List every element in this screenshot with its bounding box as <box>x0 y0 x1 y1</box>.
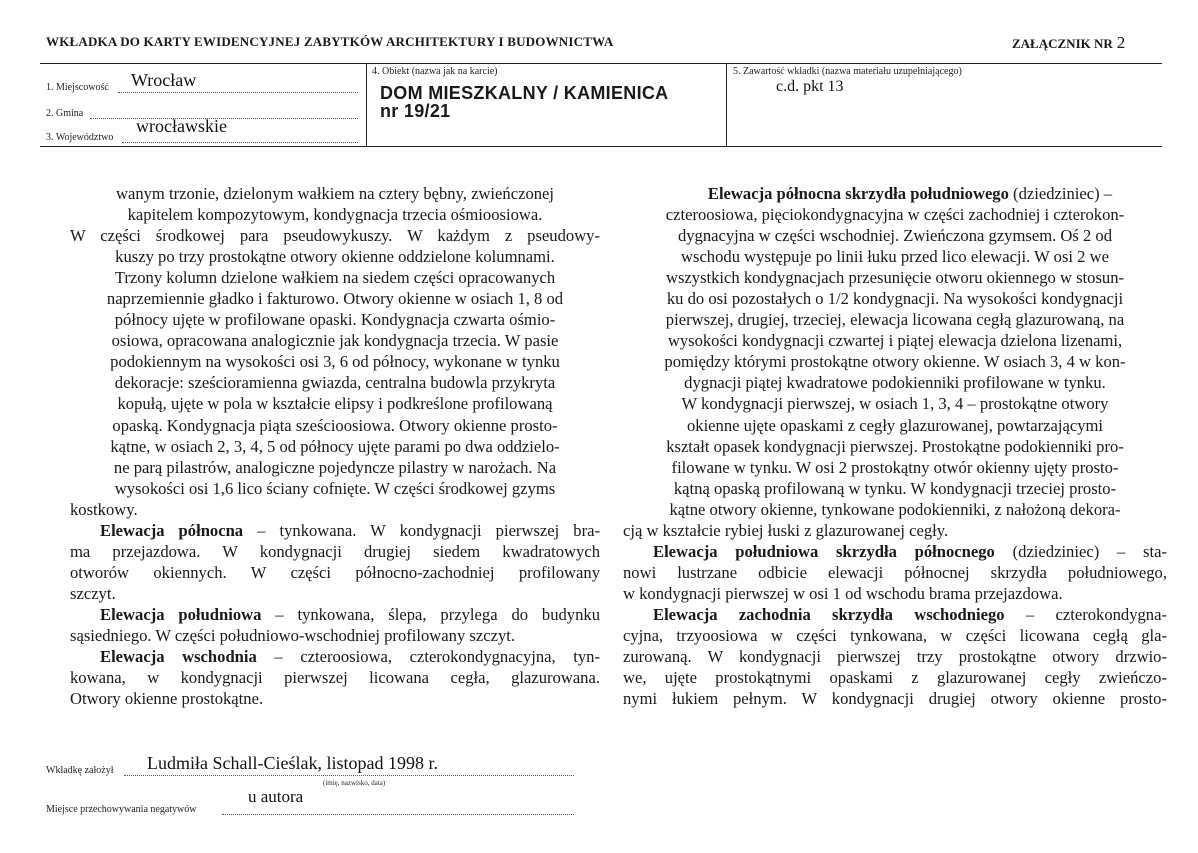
storage-label: Miejsce przechowywania negatywów <box>46 804 197 815</box>
text-line <box>623 246 1167 267</box>
text-line <box>623 520 1167 541</box>
text-run: ku do osi pozostałych o 1/2 kondygnacji. Na wysokości kondygnacji <box>666 289 1124 309</box>
text-line <box>70 288 600 309</box>
text-line <box>623 225 1167 246</box>
annex-number: 2 <box>1116 33 1126 52</box>
voivodeship-label: 3. Województwo <box>46 132 114 143</box>
text-run: szczyt. <box>70 583 116 603</box>
text-line <box>623 393 1167 414</box>
text-line <box>70 499 600 520</box>
object-value <box>380 84 725 120</box>
text-run: w kondygnacji pierwszej w osi 1 od wschodu brama przejazdowa. <box>623 583 1063 603</box>
text-run: – tynkowana, ślepa, przylega do budynku <box>261 604 600 624</box>
text-line <box>623 204 1167 225</box>
text-line <box>623 457 1167 478</box>
author-label: Wkładkę założył <box>46 765 114 776</box>
text-line <box>70 393 600 414</box>
text-line <box>623 562 1167 583</box>
text-run: zurowaną. W kondygnacji pierwszej trzy prostokątne otwory drzwio- <box>623 647 1167 667</box>
storage-value: u autora <box>248 787 304 806</box>
text-line <box>70 436 600 457</box>
text-run: kapitelem kompozytowym, kondygnacja trzecia ośmioosiowa. <box>127 205 543 225</box>
text-line <box>623 436 1167 457</box>
text-line <box>623 604 1167 625</box>
text-run: wysokości osi 1,6 lico ściany cofnięte. W części środkowej gzyms <box>114 478 556 498</box>
text-run: kątną opaską profilowaną w tynku. W kondygnacji trzeciej prosto- <box>673 478 1117 498</box>
form-divider-2 <box>726 64 727 146</box>
text-line <box>70 351 600 372</box>
text-run: ne parą pilastrów, analogiczne pojedyncze pilastry w narożach. Na <box>113 457 557 477</box>
text-run: cyjna, trzyoosiowa w części tynkowana, w części licowana cegłą gla- <box>623 625 1167 645</box>
text-run: we, ujęte prostokątnymi opaskami z glazurowanej cegły zwieńczo- <box>623 668 1167 688</box>
text-run: pomiędzy którymi prostokątne otwory okienne. W osiach 3, 4 w kon- <box>664 352 1126 372</box>
text-line <box>70 520 600 541</box>
text-line <box>70 625 600 646</box>
content-value: c.d. pkt 13 <box>776 78 844 95</box>
text-line <box>623 351 1167 372</box>
text-line <box>623 541 1167 562</box>
text-run: wysokości kondygnacji czwartej i piątej elewacja dzielona lizenami, <box>667 331 1123 351</box>
section-heading: Elewacja północna skrzydła południowego <box>707 184 1009 203</box>
locality-value: Wrocław <box>131 70 197 90</box>
right-text-column <box>623 183 1167 709</box>
section-heading: Elewacja północna <box>100 520 244 540</box>
text-line <box>623 625 1167 646</box>
voivodeship-dots <box>122 142 358 143</box>
text-run: Otwory okienne prostokątne. <box>70 689 264 709</box>
section-heading: Elewacja południowa <box>100 604 262 624</box>
text-run: filowane w tynku. W osi 2 prostokątny otwór okienny ujęty prosto- <box>671 457 1119 477</box>
object-label: 4. Obiekt (nazwa jak na karcie) <box>372 66 498 77</box>
text-line <box>70 330 600 351</box>
text-run: wschodu występuje po linii łuku przed lico elewacji. W osi 2 we <box>681 247 1109 267</box>
text-line <box>70 267 600 288</box>
text-run: dekoracje: sześcioramienna gwiazda, centralna budowla przykryta <box>114 373 556 393</box>
text-run: dygnacji piątej kwadratowe podokienniki profilowane w tynku. <box>684 373 1106 393</box>
annex-text: ZAŁĄCZNIK NR <box>1012 36 1113 51</box>
text-run: – czterokondygna- <box>1004 604 1167 624</box>
annex-label <box>1012 33 1125 53</box>
form-bottom-rule <box>40 146 1162 147</box>
text-line <box>70 583 600 604</box>
object-line-2: nr 19/21 <box>380 101 451 121</box>
text-line <box>70 457 600 478</box>
text-run: północy ujęte w profilowane opaski. Kondygnacja czwarta ośmio- <box>114 310 556 330</box>
voivodeship-value: wrocławskie <box>136 116 227 136</box>
text-line <box>623 267 1167 288</box>
text-line <box>70 478 600 499</box>
left-text-column <box>70 183 600 709</box>
text-run: ma przejazdowa. W kondygnacji drugiej siedem kwadratowych <box>70 541 600 561</box>
text-run: otworów okiennych. W części północno-zachodniej profilowany <box>70 562 600 582</box>
text-run: dygnacyjna w części wschodniej. Zwieńczona gzymsem. Oś 2 od <box>677 226 1113 246</box>
text-line <box>70 604 600 625</box>
text-line <box>623 415 1167 436</box>
page-title: WKŁADKA DO KARTY EWIDENCYJNEJ ZABYTKÓW ARCHITEKTURY I BUDOWNICTWA <box>46 34 614 49</box>
text-line <box>70 246 600 267</box>
form-divider-1 <box>366 64 367 146</box>
section-heading: Elewacja zachodnia skrzydła wschodniego <box>653 604 1005 624</box>
text-line <box>70 415 600 436</box>
text-line <box>623 478 1167 499</box>
text-run: (dziedziniec) – <box>1008 184 1113 203</box>
text-line <box>70 225 600 246</box>
object-line-1: DOM MIESZKALNY / KAMIENICA <box>380 83 669 103</box>
text-line <box>623 688 1167 709</box>
locality-label: 1. Miejscowość <box>46 82 109 93</box>
text-run: wanym trzonie, dzielonym wałkiem na cztery bębny, zwieńczonej <box>115 184 555 203</box>
text-run: wszystkich kondygnacjach przesunięcie otworu okiennego w stosun- <box>665 268 1125 288</box>
text-run: sąsiedniego. W części południowo-wschodniej profilowany szczyt. <box>70 625 516 645</box>
text-line <box>70 541 600 562</box>
text-run: Trzony kolumn dzielone wałkiem na siedem części opracowanych <box>114 268 556 288</box>
text-run: pierwszej, drugiej, trzeciej, elewacja licowana cegłą glazurowaną, na <box>665 310 1125 330</box>
text-run: (dziedziniec) – sta- <box>994 541 1167 561</box>
text-run: – czteroosiowa, czterokondygnacyjna, tyn- <box>256 647 600 667</box>
text-run: kształt opasek kondygnacji pierwszej. Prostokątne podokienniki pro- <box>666 436 1124 456</box>
text-line <box>70 309 600 330</box>
text-run: opaską. Kondygnacja piąta sześcioosiowa. Otwory okienne prosto- <box>112 415 558 435</box>
text-line <box>623 667 1167 688</box>
text-line <box>70 562 600 583</box>
text-run: okienne ujęte opaskami z cegły glazurowanej, powtarzającymi <box>686 415 1104 435</box>
text-run: W kondygnacji pierwszej, w osiach 1, 3, 4 – prostokątne otwory <box>681 394 1109 414</box>
text-line <box>70 183 600 204</box>
text-run: cją w kształcie rybiej łuski z glazurowanej cegły. <box>623 520 949 540</box>
text-run: nowi lustrzane odbicie elewacji północnej skrzydła południowego, <box>623 562 1167 582</box>
text-run: osiowa, opracowana analogicznie jak kondygnacja trzecia. W pasie <box>111 331 559 351</box>
author-dots <box>124 775 574 776</box>
storage-dots <box>222 814 574 815</box>
section-heading: Elewacja wschodnia <box>100 647 257 667</box>
text-line <box>623 309 1167 330</box>
text-run: kątne, w osiach 2, 3, 4, 5 od północy ujęte parami po dwa oddzielo- <box>110 436 560 456</box>
text-run: kowana, w kondygnacji pierwszej licowana cegła, glazurowana. <box>70 668 600 688</box>
text-line <box>623 372 1167 393</box>
text-line <box>623 330 1167 351</box>
content-label: 5. Zawartość wkładki (nazwa materiału uzupełniającego) <box>733 66 962 77</box>
form-top-rule <box>40 63 1162 64</box>
author-value: Ludmiła Schall-Cieślak, listopad 1998 r. <box>147 753 438 773</box>
locality-dots <box>118 92 358 93</box>
text-line <box>70 204 600 225</box>
text-line <box>623 288 1167 309</box>
text-line <box>70 688 600 709</box>
text-run: nymi łukiem pełnym. W kondygnacji drugiej otwory okienne prosto- <box>623 689 1167 709</box>
author-note: (imię, nazwisko, data) <box>323 779 386 787</box>
text-line <box>70 646 600 667</box>
text-run: kopułą, ujęte w pola w kształcie elipsy i podkreślone profilowaną <box>117 394 553 414</box>
text-run: naprzemiennie gładko i fakturowo. Otwory okienne w osiach 1, 8 od <box>106 289 564 309</box>
text-line <box>70 667 600 688</box>
text-run: podokiennym na wysokości osi 3, 6 od północy, wykonane w tynku <box>110 352 560 372</box>
text-run: kuszy po trzy prostokątne otwory okienne oddzielone kolumnami. <box>115 247 555 267</box>
text-run: W części środkowej para pseudowykuszy. W każdym z pseudowy- <box>70 226 600 246</box>
commune-label: 2. Gmina <box>46 108 84 119</box>
text-line <box>623 183 1167 204</box>
text-line <box>623 583 1167 604</box>
text-line <box>623 499 1167 520</box>
text-line <box>70 372 600 393</box>
text-run: kostkowy. <box>70 499 138 519</box>
section-heading: Elewacja południowa skrzydła północnego <box>653 541 995 561</box>
text-run: czteroosiowa, pięciokondygnacyjna w części zachodniej i czterokon- <box>665 205 1125 225</box>
text-run: kątne otwory okienne, tynkowane podokienniki, z nałożoną dekora- <box>669 499 1121 519</box>
text-line <box>623 646 1167 667</box>
text-run: – tynkowana. W kondygnacji pierwszej bra- <box>243 520 600 540</box>
